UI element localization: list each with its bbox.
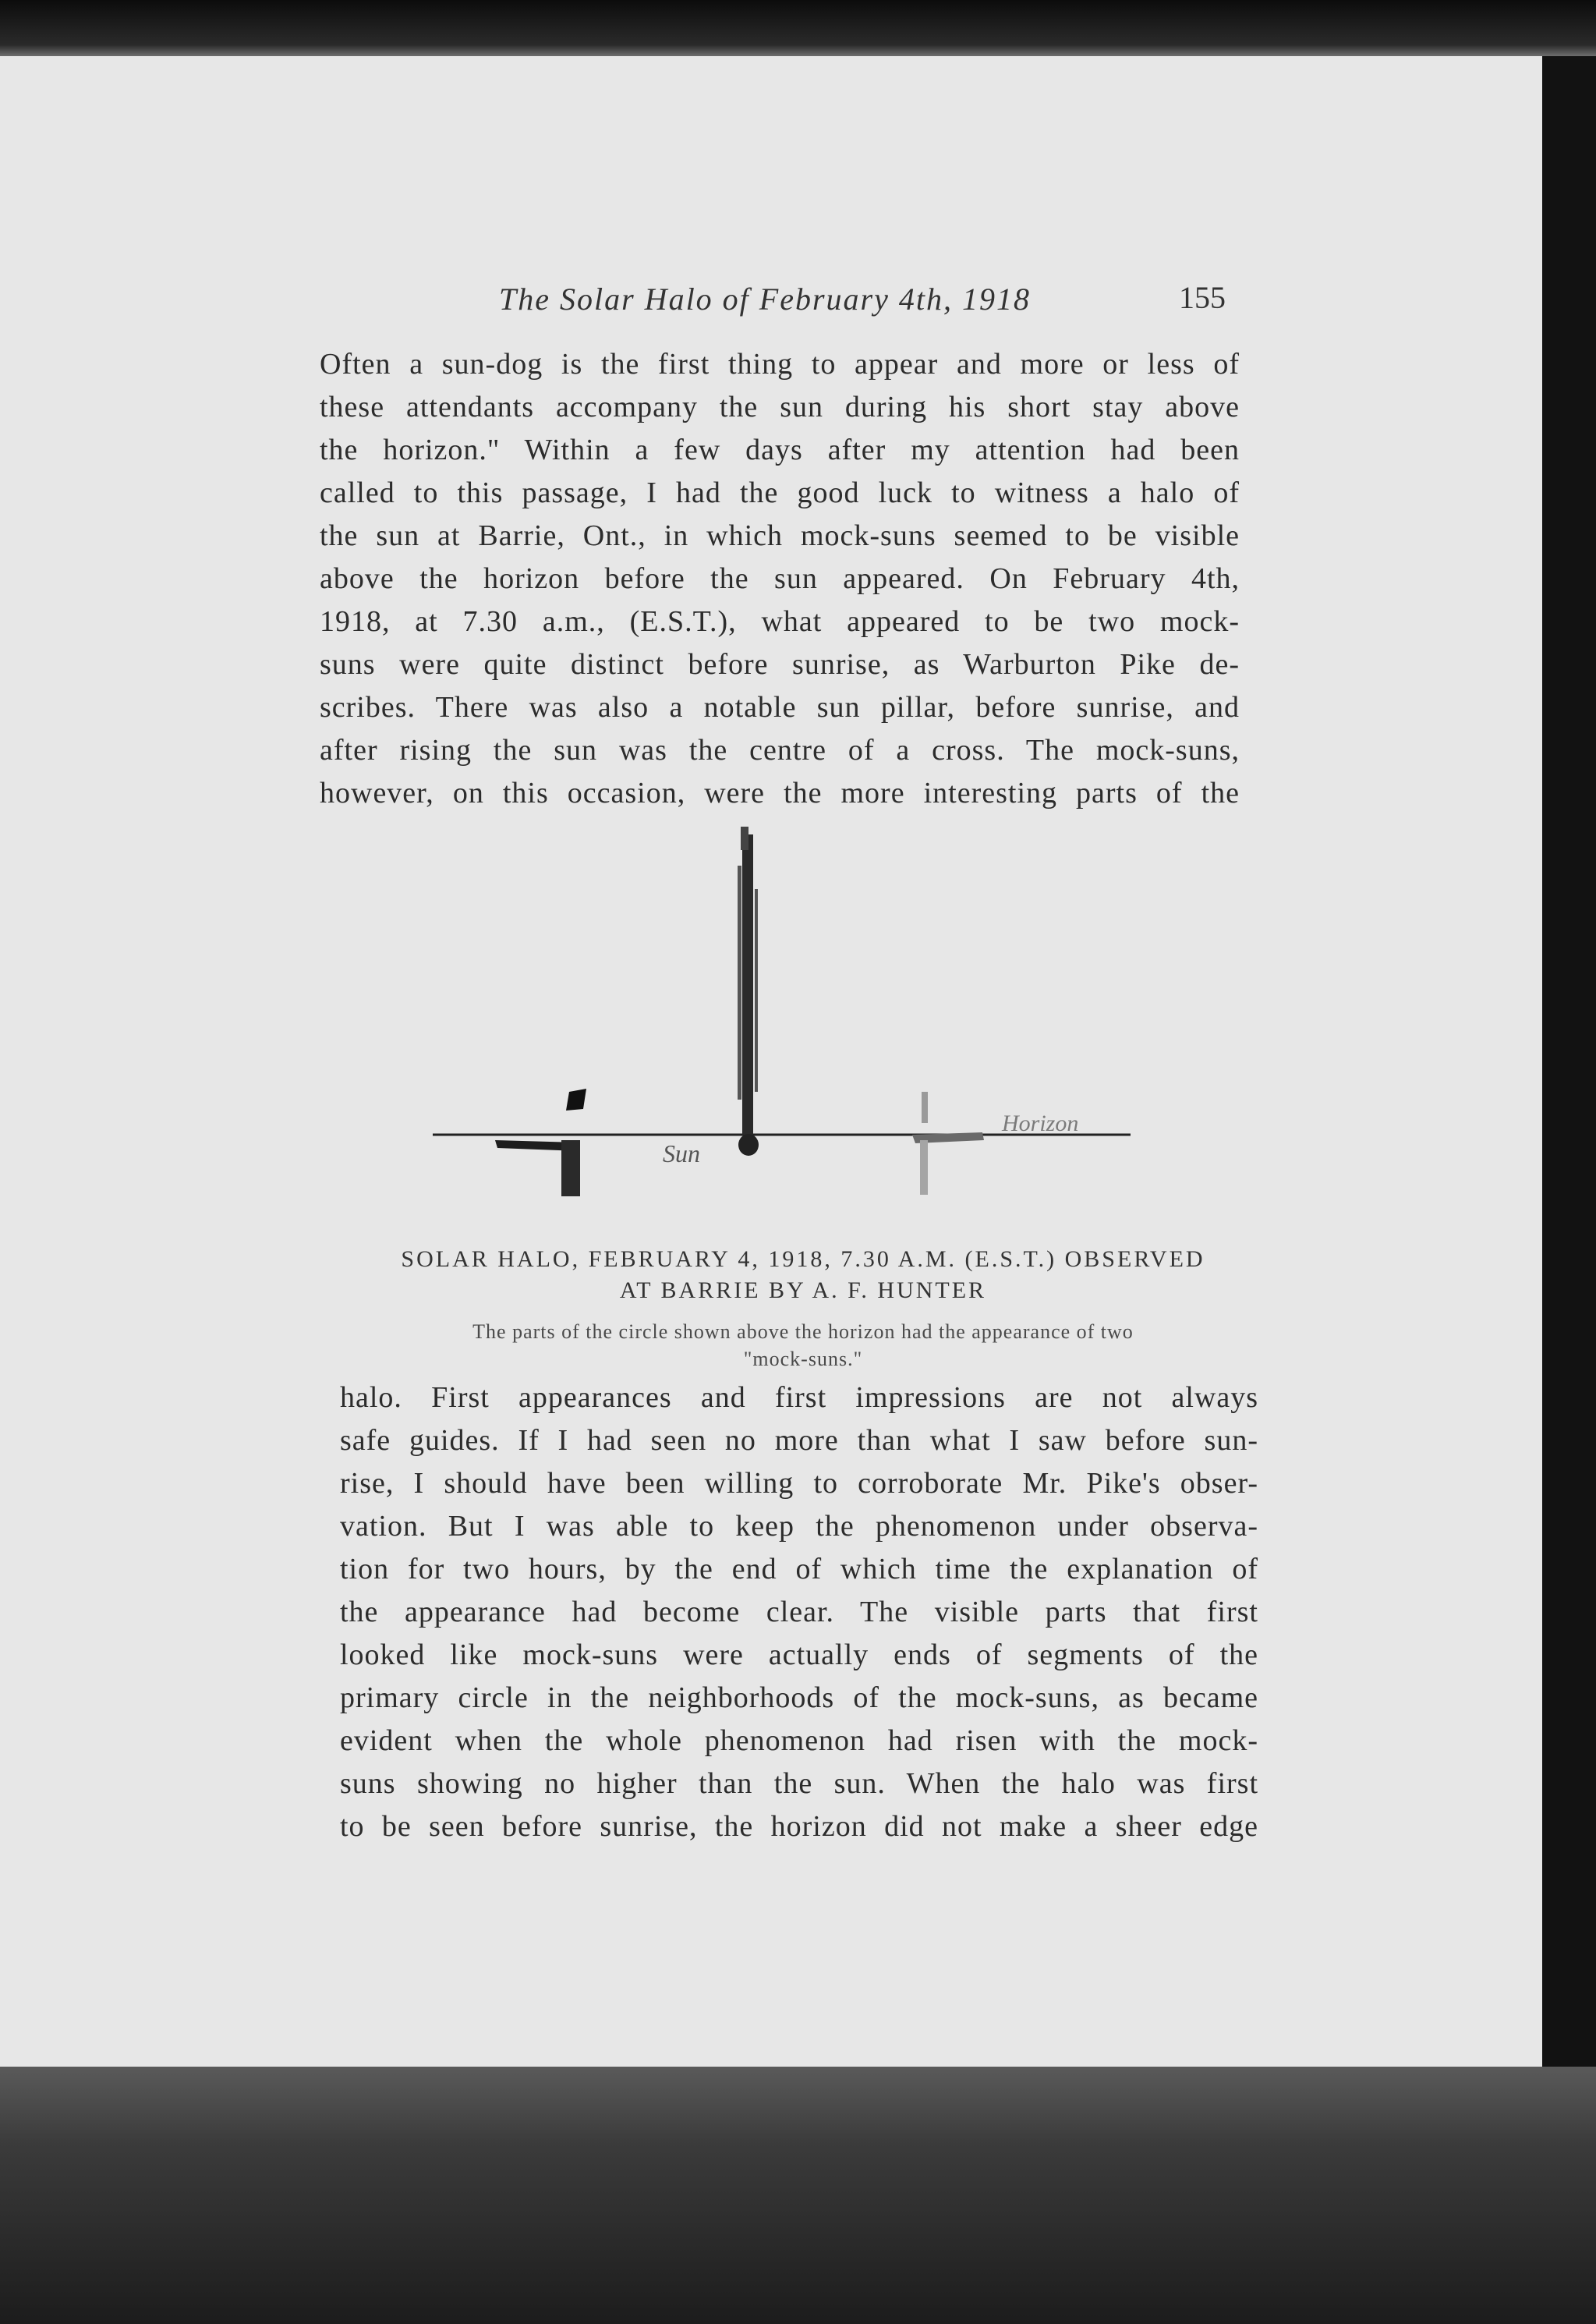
sun-pillar-texture xyxy=(738,866,741,1100)
text-line: suns showing no higher than the sun. When the halo was first xyxy=(340,1767,1258,1800)
paragraph-top xyxy=(320,343,1240,815)
sun-pillar-top xyxy=(741,827,748,850)
text-line: tion for two hours, by the end of which time the explanation of xyxy=(340,1553,1258,1585)
text-line: above the horizon before the sun appeared. On February 4th, xyxy=(320,562,1240,595)
text-line: halo. First appearances and first impressions are not always xyxy=(340,1381,1258,1414)
text-line: the sun at Barrie, Ont., in which mock-suns seemed to be visible xyxy=(320,519,1240,552)
text-line: the horizon." Within a few days after my attention had been xyxy=(320,434,1240,466)
left-mock-sun xyxy=(566,1089,586,1111)
right-halo-arc xyxy=(920,1140,928,1195)
right-mock-sun xyxy=(922,1092,928,1123)
text-line: vation. But I was able to keep the phenomenon under observa- xyxy=(340,1510,1258,1543)
text-line: called to this passage, I had the good luck to witness a halo of xyxy=(320,476,1240,509)
sun-pillar-texture xyxy=(755,889,758,1092)
sun-mark xyxy=(738,1134,759,1156)
page-number: 155 xyxy=(1179,280,1226,315)
text-line: looked like mock-suns were actually ends of segments of the xyxy=(340,1638,1258,1671)
text-line: to be seen before sunrise, the horizon did not make a sheer edge xyxy=(340,1810,1258,1843)
sun-pillar xyxy=(742,834,753,1135)
scan-border-right xyxy=(1542,56,1596,2067)
figure-caption-title: SOLAR HALO, FEBRUARY 4, 1918, 7.30 A.M. (E.S.T.) OBSERVED xyxy=(401,1246,1205,1272)
halo-sketch xyxy=(421,819,1154,1224)
scan-border-bottom xyxy=(0,2067,1596,2324)
figure-caption-note: "mock-suns." xyxy=(743,1348,863,1370)
horizon-label: Horizon xyxy=(1002,1111,1079,1136)
figure-caption-note: The parts of the circle shown above the horizon had the appearance of two xyxy=(472,1320,1134,1343)
running-title: The Solar Halo of February 4th, 1918 xyxy=(499,282,1031,317)
text-line: however, on this occasion, were the more interesting parts of the xyxy=(320,777,1240,810)
sun-label: Sun xyxy=(663,1139,700,1167)
text-line: Often a sun-dog is the first thing to appear and more or less of xyxy=(320,348,1240,381)
scan-border-top xyxy=(0,0,1596,56)
paragraph-bottom xyxy=(340,1376,1258,1848)
text-line: these attendants accompany the sun during his short stay above xyxy=(320,391,1240,423)
figure-caption-credit: AT BARRIE BY A. F. HUNTER xyxy=(619,1277,987,1303)
text-line: safe guides. If I had seen no more than what I saw before sun- xyxy=(340,1424,1258,1457)
text-line: after rising the sun was the centre of a cross. The mock-suns, xyxy=(320,734,1240,767)
text-line: suns were quite distinct before sunrise, as Warburton Pike de- xyxy=(320,648,1240,681)
text-line: 1918, at 7.30 a.m., (E.S.T.), what appeared to be two mock- xyxy=(320,605,1240,638)
text-line: rise, I should have been willing to corroborate Mr. Pike's obser- xyxy=(340,1467,1258,1500)
text-line: evident when the whole phenomenon had risen with the mock- xyxy=(340,1724,1258,1757)
text-line: the appearance had become clear. The visible parts that first xyxy=(340,1596,1258,1628)
text-line: primary circle in the neighborhoods of the mock-suns, as became xyxy=(340,1681,1258,1714)
left-halo-arc xyxy=(561,1140,580,1196)
text-line: scribes. There was also a notable sun pillar, before sunrise, and xyxy=(320,691,1240,724)
